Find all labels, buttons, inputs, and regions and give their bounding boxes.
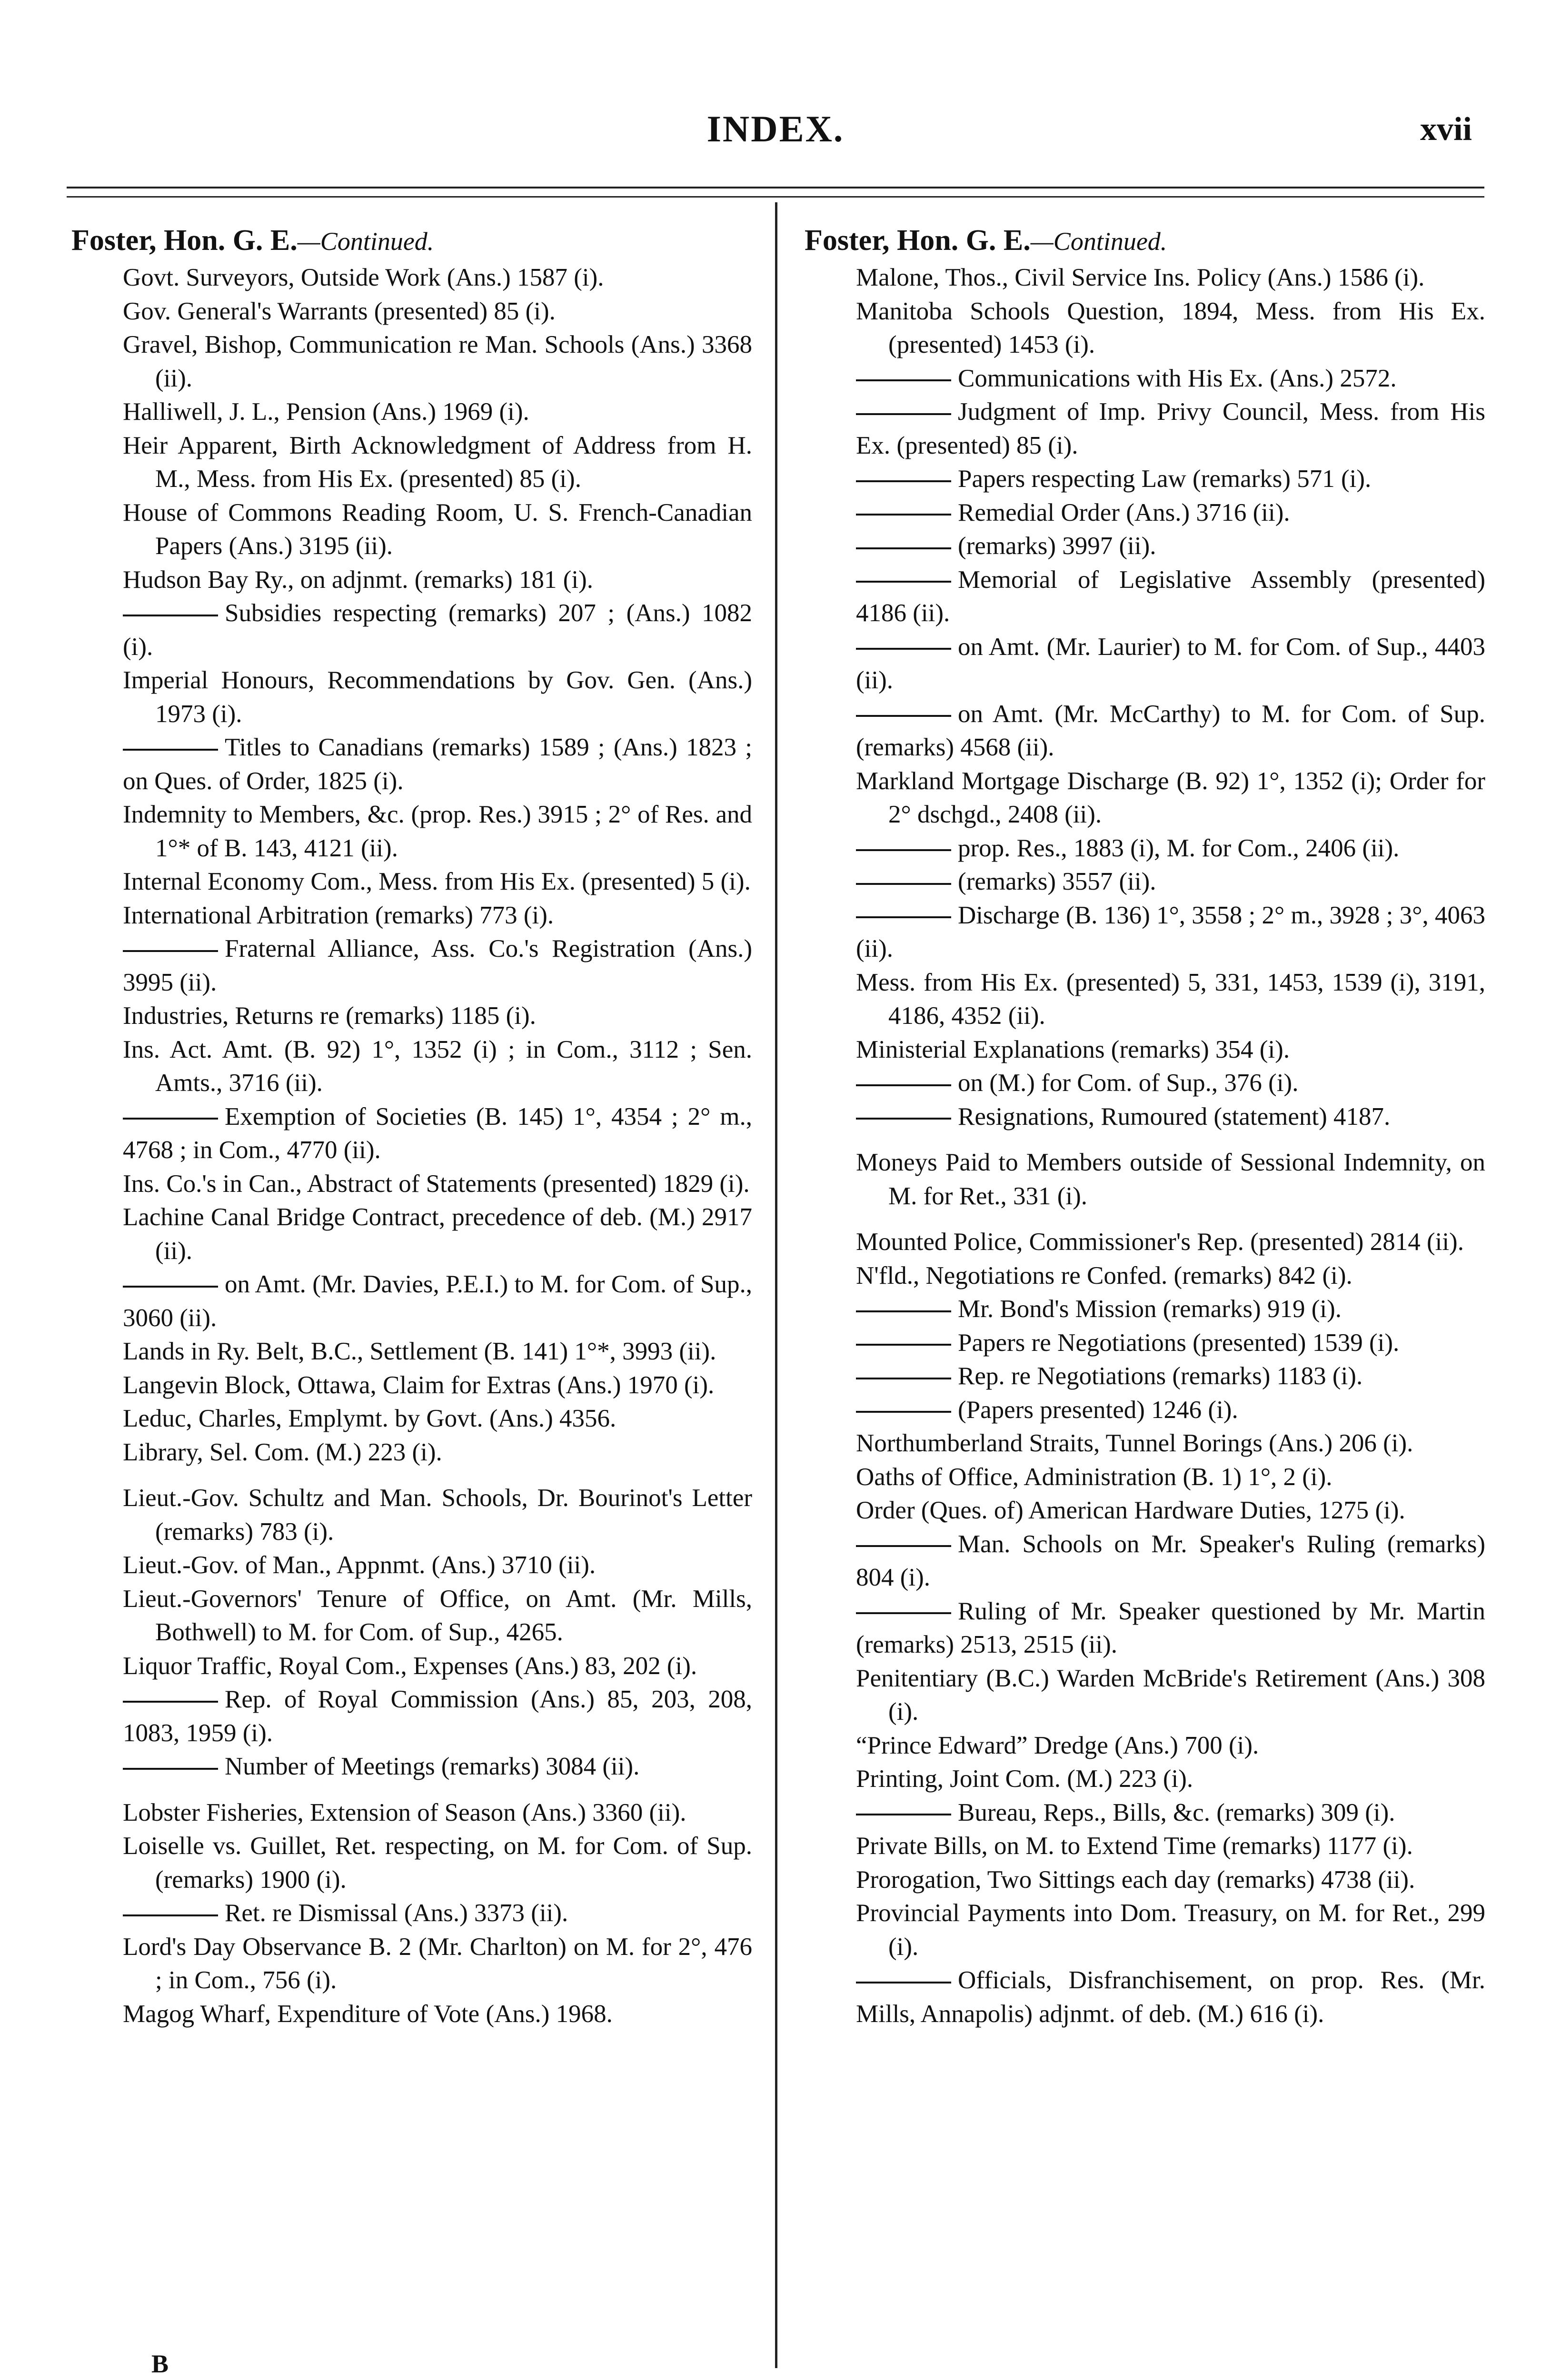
index-subentry bbox=[856, 362, 1485, 396]
entry-text: Discharge (B. 136) 1°, 3558 ; 2° m., 3928 ; 3°, 4063 (ii). bbox=[856, 901, 1485, 962]
index-entry bbox=[123, 496, 752, 563]
entry-text: Langevin Block, Ottawa, Claim for Extras (Ans.) 1970 (i). bbox=[123, 1371, 715, 1399]
entry-text: International Arbitration (remarks) 773 (i). bbox=[123, 901, 554, 929]
entry-text: Lachine Canal Bridge Contract, precedence of deb. (M.) 2917 (ii). bbox=[123, 1203, 752, 1265]
ditto-dash bbox=[856, 1310, 951, 1312]
index-entry bbox=[856, 1662, 1485, 1729]
entry-text: Exemption of Societies (B. 145) 1°, 4354 ; 2° m., 4768 ; in Com., 4770 (ii). bbox=[123, 1102, 752, 1164]
ditto-dash bbox=[856, 1612, 951, 1614]
index-entry bbox=[856, 261, 1485, 295]
entry-text: Papers respecting Law (remarks) 571 (i). bbox=[958, 465, 1372, 493]
index-subentry bbox=[856, 630, 1485, 697]
index-subentry bbox=[123, 1896, 752, 1930]
column-heading bbox=[71, 224, 752, 258]
entry-text: N'fld., Negotiations re Confed. (remarks) 842 (i). bbox=[856, 1261, 1352, 1289]
ditto-dash bbox=[856, 1084, 951, 1086]
ditto-dash bbox=[123, 749, 218, 751]
entry-text: (remarks) 3557 (ii). bbox=[958, 868, 1156, 895]
index-subentry bbox=[856, 1326, 1485, 1360]
index-entry bbox=[856, 1427, 1485, 1460]
index-entry bbox=[123, 1649, 752, 1683]
entry-text: Magog Wharf, Expenditure of Vote (Ans.) 1968. bbox=[123, 2000, 613, 2028]
entry-text: Penitentiary (B.C.) Warden McBride's Retirement (Ans.) 308 (i). bbox=[856, 1664, 1485, 1726]
index-entry bbox=[856, 1863, 1485, 1897]
ditto-dash bbox=[856, 1118, 951, 1120]
index-entry bbox=[856, 1259, 1485, 1293]
index-entry bbox=[856, 1225, 1485, 1259]
index-entry bbox=[123, 1796, 752, 1830]
entry-text: Leduc, Charles, Emplymt. by Govt. (Ans.) 4356. bbox=[123, 1405, 616, 1432]
entry-text: Hudson Bay Ry., on adjnmt. (remarks) 181 (i). bbox=[123, 565, 594, 594]
index-subentry bbox=[123, 731, 752, 798]
index-subentry bbox=[856, 1066, 1485, 1100]
index-column-right bbox=[805, 224, 1485, 2031]
index-subentry bbox=[856, 395, 1485, 462]
index-subentry bbox=[123, 1100, 752, 1167]
heading-name: Foster, Hon. G. E. bbox=[805, 224, 1031, 257]
index-entry bbox=[123, 1033, 752, 1100]
index-entry bbox=[123, 999, 752, 1033]
ditto-dash bbox=[856, 1344, 951, 1346]
entry-text: Judgment of Imp. Privy Council, Mess. from His Ex. (presented) 85 (i). bbox=[856, 398, 1485, 459]
index-subentry bbox=[123, 1268, 752, 1335]
index-subentry bbox=[856, 496, 1485, 530]
entry-text: Printing, Joint Com. (M.) 223 (i). bbox=[856, 1765, 1193, 1793]
index-entry bbox=[856, 1033, 1485, 1067]
index-subentry bbox=[856, 529, 1485, 563]
ditto-dash bbox=[123, 1701, 218, 1703]
entry-text: Gravel, Bishop, Communication re Man. Schools (Ans.) 3368 (ii). bbox=[123, 331, 752, 392]
entry-text: on (M.) for Com. of Sup., 376 (i). bbox=[958, 1069, 1299, 1097]
index-entry bbox=[856, 295, 1485, 362]
index-entry bbox=[123, 1582, 752, 1649]
index-entry bbox=[123, 1548, 752, 1582]
entry-text: Industries, Returns re (remarks) 1185 (i). bbox=[123, 1002, 536, 1030]
index-entry bbox=[856, 1896, 1485, 1964]
ditto-dash bbox=[856, 648, 951, 650]
index-subentry bbox=[856, 1359, 1485, 1393]
index-subentry bbox=[856, 1964, 1485, 2031]
ditto-dash bbox=[123, 950, 218, 952]
entry-text: Communications with His Ex. (Ans.) 2572. bbox=[958, 364, 1397, 392]
index-subentry bbox=[856, 1100, 1485, 1134]
ditto-dash bbox=[856, 1814, 951, 1815]
ditto-dash bbox=[856, 581, 951, 583]
entry-text: Markland Mortgage Discharge (B. 92) 1°, 1352 (i); Order for 2° dschgd., 2408 (ii). bbox=[856, 767, 1485, 828]
entry-text: Halliwell, J. L., Pension (Ans.) 1969 (i). bbox=[123, 398, 529, 426]
index-subentry bbox=[123, 1683, 752, 1750]
entry-text: Lands in Ry. Belt, B.C., Settlement (B. 141) 1°*, 3993 (ii). bbox=[123, 1338, 716, 1365]
ditto-dash bbox=[856, 1411, 951, 1413]
entry-text: House of Commons Reading Room, U. S. French-Canadian Papers (Ans.) 3195 (ii). bbox=[123, 498, 752, 560]
entry-text: Lieut.-Gov. of Man., Appnmt. (Ans.) 3710 (ii). bbox=[123, 1551, 596, 1579]
index-entry bbox=[123, 664, 752, 731]
ditto-dash bbox=[856, 883, 951, 885]
index-entry bbox=[123, 1436, 752, 1469]
entry-text: Lieut.-Gov. Schultz and Man. Schools, Dr. Bourinot's Letter (remarks) 783 (i). bbox=[123, 1484, 752, 1546]
entry-text: Heir Apparent, Birth Acknowledgment of Address from H. M., Mess. from His Ex. (presented) 85 (i). bbox=[123, 431, 752, 493]
ditto-dash bbox=[856, 1545, 951, 1547]
index-subentry bbox=[856, 1527, 1485, 1595]
index-entry bbox=[123, 1368, 752, 1402]
entry-text: Manitoba Schools Question, 1894, Mess. from His Ex. (presented) 1453 (i). bbox=[856, 297, 1485, 358]
entry-text: Ruling of Mr. Speaker questioned by Mr. Martin (remarks) 2513, 2515 (ii). bbox=[856, 1597, 1485, 1658]
entry-text: (remarks) 3997 (ii). bbox=[958, 532, 1156, 560]
entry-text: Mess. from His Ex. (presented) 5, 331, 1453, 1539 (i), 3191, 4186, 4352 (ii). bbox=[856, 968, 1485, 1030]
heading-name: Foster, Hon. G. E. bbox=[71, 224, 298, 257]
entry-text: Officials, Disfranchisement, on prop. Res. (Mr. Mills, Annapolis) adjnmt. of deb. (M.) 616 (i). bbox=[856, 1966, 1485, 2028]
entry-list bbox=[805, 261, 1485, 2031]
entry-text: (Papers presented) 1246 (i). bbox=[958, 1396, 1238, 1424]
index-entry bbox=[856, 1729, 1485, 1763]
entry-text: Gov. General's Warrants (presented) 85 (i). bbox=[123, 297, 556, 325]
entry-text: Papers re Negotiations (presented) 1539 (i). bbox=[958, 1329, 1400, 1357]
entry-text: Lobster Fisheries, Extension of Season (Ans.) 3360 (ii). bbox=[123, 1798, 686, 1826]
entry-text: Rep. re Negotiations (remarks) 1183 (i). bbox=[958, 1362, 1363, 1390]
index-subentry bbox=[856, 1292, 1485, 1326]
entry-text: Govt. Surveyors, Outside Work (Ans.) 1587 (i). bbox=[123, 264, 604, 291]
index-entry bbox=[123, 899, 752, 932]
index-subentry bbox=[856, 865, 1485, 899]
index-subentry bbox=[856, 899, 1485, 966]
heading-continued: —Continued. bbox=[297, 227, 434, 256]
index-column-left bbox=[71, 224, 752, 2031]
index-subentry bbox=[123, 932, 752, 999]
index-entry bbox=[123, 563, 752, 597]
index-subentry bbox=[856, 1595, 1485, 1662]
entry-text: Memorial of Legislative Assembly (presented) 4186 (ii). bbox=[856, 565, 1485, 627]
index-entry bbox=[123, 1335, 752, 1368]
entry-text: Loiselle vs. Guillet, Ret. respecting, on M. for Com. of Sup. (remarks) 1900 (i). bbox=[123, 1832, 752, 1894]
ditto-dash bbox=[856, 413, 951, 415]
index-entry bbox=[123, 295, 752, 328]
entry-text: Ins. Co.'s in Can., Abstract of Statements (presented) 1829 (i). bbox=[123, 1170, 750, 1198]
entry-text: Internal Economy Com., Mess. from His Ex. (presented) 5 (i). bbox=[123, 868, 751, 895]
running-title: INDEX. bbox=[706, 108, 845, 149]
entry-text: Mr. Bond's Mission (remarks) 919 (i). bbox=[958, 1295, 1342, 1323]
entry-text: Indemnity to Members, &c. (prop. Res.) 3915 ; 2° of Res. and 1°* of B. 143, 4121 (ii). bbox=[123, 801, 752, 862]
index-subentry bbox=[856, 462, 1485, 496]
entry-text: “Prince Edward” Dredge (Ans.) 700 (i). bbox=[856, 1731, 1259, 1759]
header-rule-double bbox=[67, 196, 1484, 198]
index-subentry bbox=[123, 596, 752, 664]
index-entry bbox=[123, 1829, 752, 1896]
ditto-dash bbox=[123, 1286, 218, 1288]
index-subentry bbox=[856, 563, 1485, 630]
index-entry bbox=[856, 1762, 1485, 1796]
entry-text: Mounted Police, Commissioner's Rep. (presented) 2814 (ii). bbox=[856, 1228, 1464, 1256]
entry-text: Ministerial Explanations (remarks) 354 (i). bbox=[856, 1035, 1290, 1063]
index-entry bbox=[123, 261, 752, 295]
index-entry bbox=[856, 1494, 1485, 1527]
entry-text: Titles to Canadians (remarks) 1589 ; (Ans.) 1823 ; on Ques. of Order, 1825 (i). bbox=[123, 734, 752, 795]
index-entry bbox=[123, 1930, 752, 1997]
entry-text: Bureau, Reps., Bills, &c. (remarks) 309 (i). bbox=[958, 1798, 1395, 1826]
entry-text: Number of Meetings (remarks) 3084 (ii). bbox=[225, 1753, 640, 1780]
entry-text: Provincial Payments into Dom. Treasury, on M. for Ret., 299 (i). bbox=[856, 1899, 1485, 1961]
ditto-dash bbox=[856, 916, 951, 918]
index-entry bbox=[856, 1146, 1485, 1213]
index-entry bbox=[123, 798, 752, 865]
entry-text: Rep. of Royal Commission (Ans.) 85, 203, 208, 1083, 1959 (i). bbox=[123, 1686, 752, 1747]
ditto-dash bbox=[123, 1118, 218, 1120]
page-number: xvii bbox=[1420, 111, 1472, 148]
index-entry bbox=[123, 395, 752, 429]
ditto-dash bbox=[856, 715, 951, 717]
entry-text: Ret. re Dismissal (Ans.) 3373 (ii). bbox=[225, 1899, 568, 1927]
ditto-dash bbox=[123, 1768, 218, 1770]
entry-text: Man. Schools on Mr. Speaker's Ruling (remarks) 804 (i). bbox=[856, 1530, 1485, 1591]
index-entry bbox=[123, 1200, 752, 1268]
index-subentry bbox=[856, 832, 1485, 865]
index-entry bbox=[123, 865, 752, 899]
entry-text: Fraternal Alliance, Ass. Co.'s Registration (Ans.) 3995 (ii). bbox=[123, 935, 752, 996]
index-entry bbox=[856, 966, 1485, 1033]
entry-text: on Amt. (Mr. Davies, P.E.I.) to M. for Com. of Sup., 3060 (ii). bbox=[123, 1270, 752, 1332]
index-entry bbox=[123, 1481, 752, 1548]
entry-text: Liquor Traffic, Royal Com., Expenses (Ans.) 83, 202 (i). bbox=[123, 1652, 697, 1680]
entry-text: Moneys Paid to Members outside of Sessional Indemnity, on M. for Ret., 331 (i). bbox=[856, 1149, 1485, 1210]
entry-text: Lieut.-Governors' Tenure of Office, on Amt. (Mr. Mills, Bothwell) to M. for Com. of Sup., 4265. bbox=[123, 1585, 752, 1646]
ditto-dash bbox=[856, 1982, 951, 1983]
index-subentry bbox=[123, 1750, 752, 1784]
entry-text: Malone, Thos., Civil Service Ins. Policy (Ans.) 1586 (i). bbox=[856, 264, 1425, 291]
index-entry bbox=[123, 1167, 752, 1201]
entry-text: Remedial Order (Ans.) 3716 (ii). bbox=[958, 498, 1290, 526]
ditto-dash bbox=[856, 379, 951, 381]
entry-list bbox=[71, 261, 752, 2031]
index-subentry bbox=[856, 1796, 1485, 1830]
header-rule bbox=[67, 187, 1484, 188]
index-entry bbox=[123, 328, 752, 395]
ditto-dash bbox=[123, 615, 218, 616]
index-subentry bbox=[856, 697, 1485, 764]
entry-text: Order (Ques. of) American Hardware Duties, 1275 (i). bbox=[856, 1497, 1405, 1524]
ditto-dash bbox=[856, 849, 951, 851]
ditto-dash bbox=[856, 514, 951, 516]
entry-text: Private Bills, on M. to Extend Time (remarks) 1177 (i). bbox=[856, 1832, 1413, 1860]
entry-text: Ins. Act. Amt. (B. 92) 1°, 1352 (i) ; in Com., 3112 ; Sen. Amts., 3716 (ii). bbox=[123, 1035, 752, 1097]
index-entry bbox=[123, 429, 752, 496]
entry-text: Imperial Honours, Recommendations by Gov. Gen. (Ans.) 1973 (i). bbox=[123, 666, 752, 728]
column-divider bbox=[775, 202, 777, 2368]
index-entry bbox=[856, 1829, 1485, 1863]
entry-text: on Amt. (Mr. Laurier) to M. for Com. of Sup., 4403 (ii). bbox=[856, 633, 1485, 694]
entry-text: Oaths of Office, Administration (B. 1) 1°, 2 (i). bbox=[856, 1463, 1332, 1491]
entry-text: Subsidies respecting (remarks) 207 ; (Ans.) 1082 (i). bbox=[123, 599, 752, 661]
ditto-dash bbox=[856, 480, 951, 482]
index-subentry bbox=[856, 1393, 1485, 1427]
index-entry bbox=[123, 1402, 752, 1436]
entry-text: Library, Sel. Com. (M.) 223 (i). bbox=[123, 1438, 442, 1466]
entry-text: Prorogation, Two Sittings each day (remarks) 4738 (ii). bbox=[856, 1865, 1415, 1894]
ditto-dash bbox=[856, 1378, 951, 1379]
ditto-dash bbox=[856, 547, 951, 549]
ditto-dash bbox=[123, 1914, 218, 1916]
entry-text: Lord's Day Observance B. 2 (Mr. Charlton) on M. for 2°, 476 ; in Com., 756 (i). bbox=[123, 1933, 752, 1994]
entry-text: on Amt. (Mr. McCarthy) to M. for Com. of Sup. (remarks) 4568 (ii). bbox=[856, 700, 1485, 761]
column-heading bbox=[805, 224, 1485, 258]
index-entry bbox=[123, 1997, 752, 2031]
entry-text: Resignations, Rumoured (statement) 4187. bbox=[958, 1102, 1391, 1130]
signature-mark: B bbox=[151, 2350, 169, 2378]
heading-continued: —Continued. bbox=[1030, 227, 1167, 256]
index-entry bbox=[856, 764, 1485, 832]
entry-text: prop. Res., 1883 (i), M. for Com., 2406 (ii). bbox=[958, 834, 1400, 862]
entry-text: Northumberland Straits, Tunnel Borings (Ans.) 206 (i). bbox=[856, 1429, 1413, 1457]
index-entry bbox=[856, 1460, 1485, 1494]
